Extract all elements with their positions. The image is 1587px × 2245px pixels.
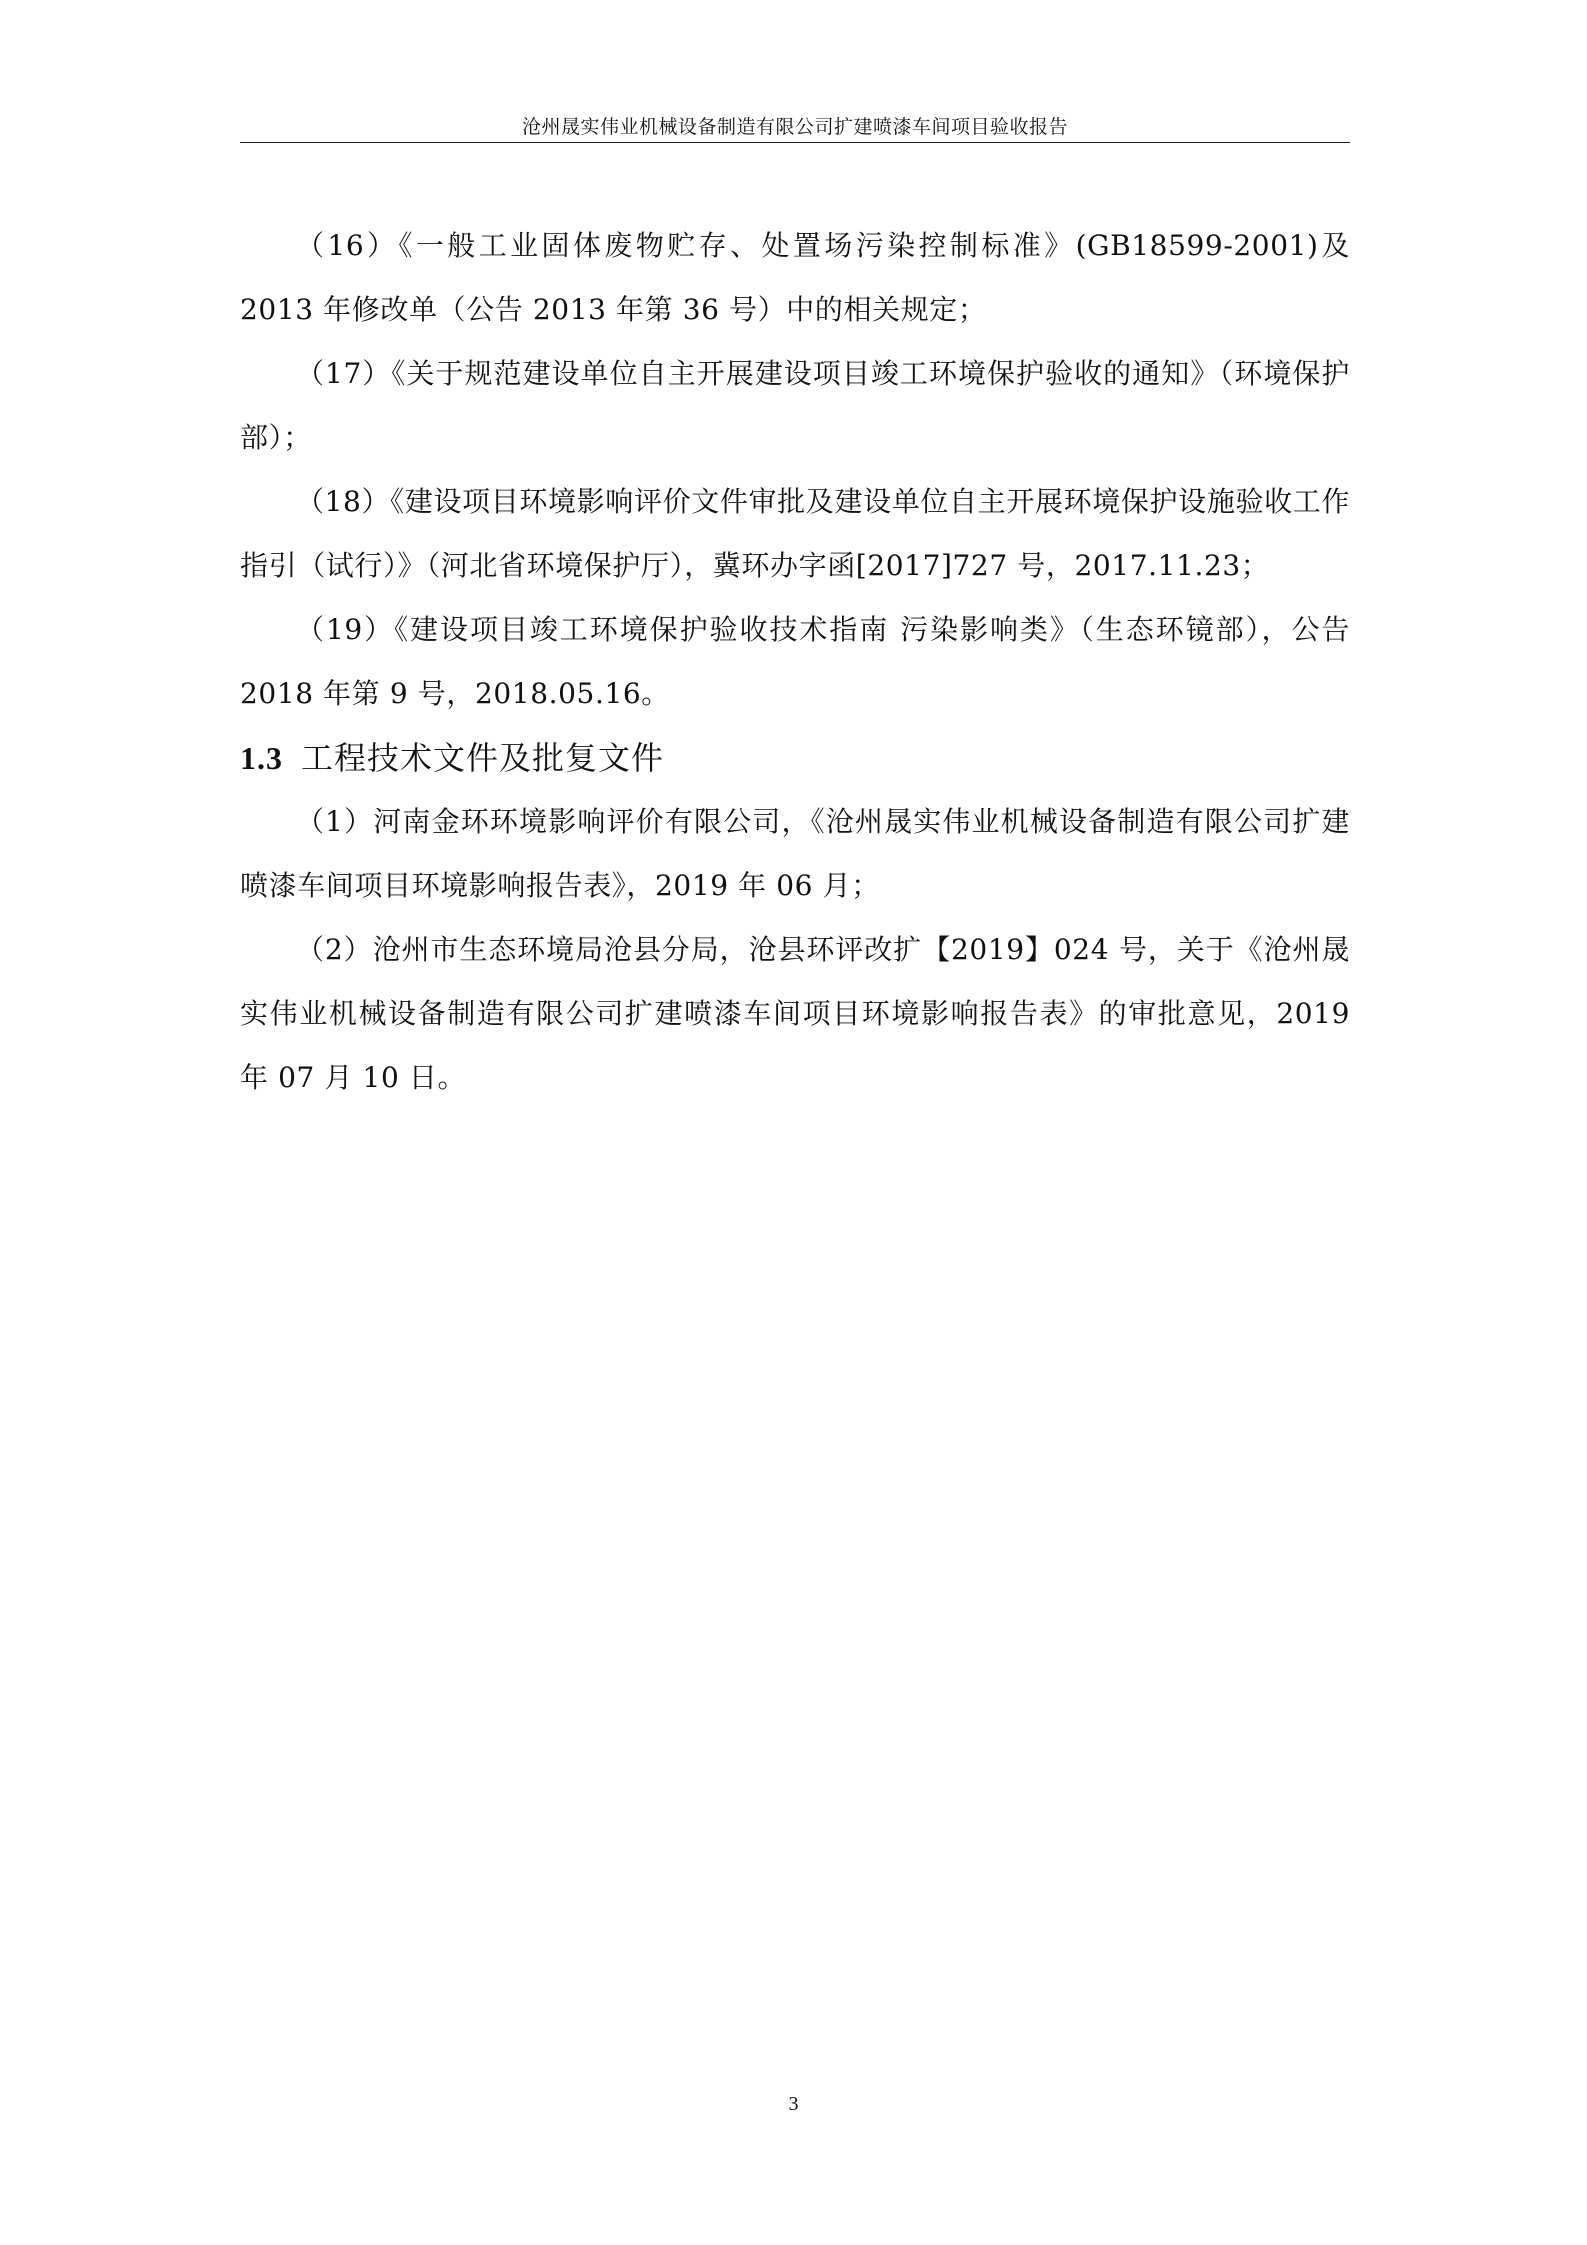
technical-document-item-1: （1）河南金环环境影响评价有限公司，《沧州晟实伟业机械设备制造有限公司扩建喷漆车间项目环境影响报告表》，2019 年 06 月；: [240, 805, 1350, 902]
reference-item-16: （16）《一般工业固体废物贮存、处置场污染控制标准》(GB18599-2001)及 2013 年修改单（公告 2013 年第 36 号）中的相关规定；: [240, 229, 1350, 326]
section-title: 工程技术文件及批复文件: [301, 739, 665, 777]
document-body: [240, 214, 1350, 1110]
technical-document-item-2: （2）沧州市生态环境局沧县分局，沧县环评改扩【2019】024 号，关于《沧州晟实伟业机械设备制造有限公司扩建喷漆车间项目环境影响报告表》的审批意见，2019 年 07 月 10 日。: [240, 933, 1350, 1094]
reference-item-18: （18）《建设项目环境影响评价文件审批及建设单位自主开展环境保护设施验收工作指引（试行）》（河北省环境保护厅），冀环办字函[2017]727 号，2017.11.23；: [240, 485, 1350, 582]
header-divider: [240, 142, 1350, 143]
section-number: 1.3: [240, 740, 283, 776]
page-header-title: 沧州晟实伟业机械设备制造有限公司扩建喷漆车间项目验收报告: [521, 116, 1068, 138]
reference-item-19: （19）《建设项目竣工环境保护验收技术指南 污染影响类》（生态环镜部），公告 2018 年第 9 号，2018.05.16。: [240, 613, 1350, 710]
section-heading: [240, 726, 1350, 790]
reference-item-17: （17）《关于规范建设单位自主开展建设项目竣工环境保护验收的通知》（环境保护部）；: [240, 357, 1350, 454]
page-number: 3: [788, 2093, 799, 2115]
